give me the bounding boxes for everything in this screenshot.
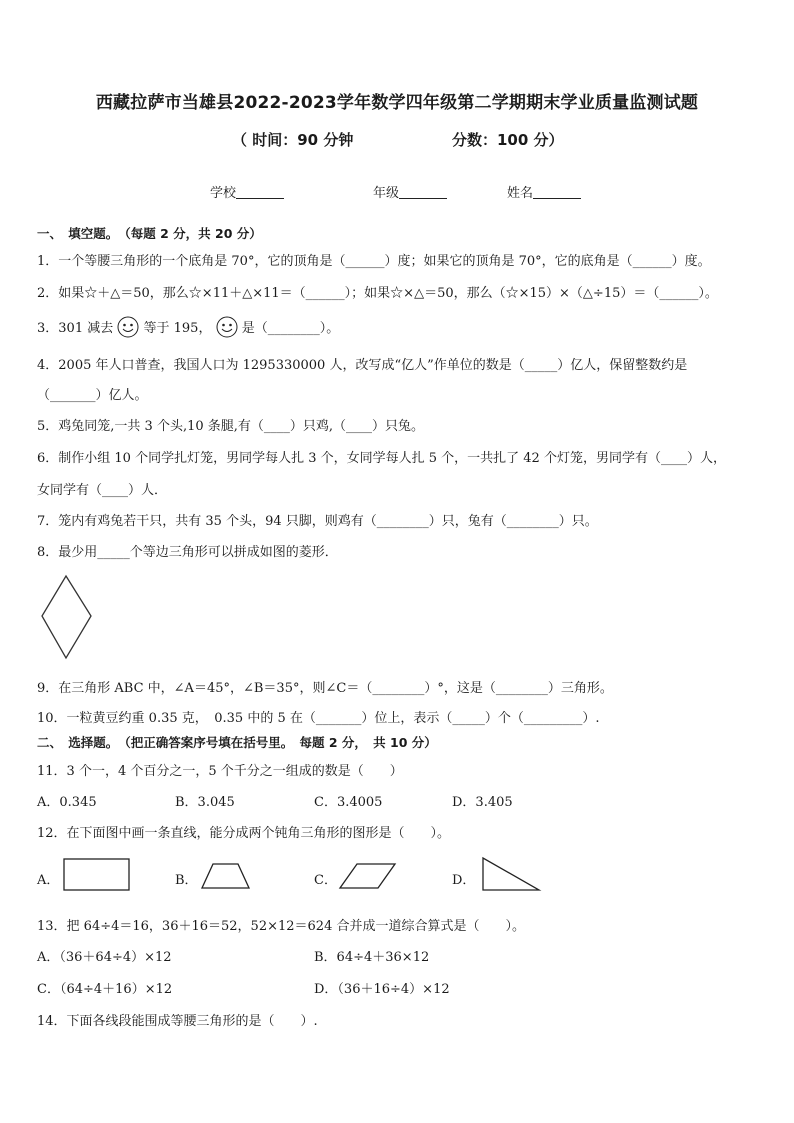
section-2-heading: 二、 选择题。 （把正确答案序号填在括号里。 每题 2 分， 共 10 分）: [37, 735, 437, 750]
name-blank[interactable]: [533, 186, 581, 199]
name-field: 姓名: [507, 182, 581, 201]
question-5: 5．鸡兔同笼,一共 3 个头,10 条腿,有（____）只鸡,（____）只兔。: [37, 419, 425, 434]
q11-option-b: B．3.045: [175, 795, 235, 810]
question-10: 10．一粒黄豆约重 0.35 克， 0.35 中的 5 在（_______）位上，表示（_____）个（_________）.: [37, 711, 600, 726]
q13-option-b: B．64÷4＋36×12: [314, 950, 430, 965]
school-field: 学校: [210, 182, 284, 201]
question-4-continued: （_______）亿人。: [37, 388, 148, 403]
rectangle-shape: [62, 857, 132, 893]
score-label: 分数：100 分）: [452, 131, 564, 149]
q13-option-a: A．（36＋64÷4）×12: [37, 950, 172, 965]
right-triangle-shape: [479, 856, 543, 894]
q11-option-d: D．3.405: [452, 795, 513, 810]
question-1: 1．一个等腰三角形的一个底角是 70°，它的顶角是（______）度；如果它的顶角是 70°，它的底角是（______）度。: [37, 254, 711, 269]
question-4: 4．2005 年人口普查，我国人口为 1295330000 人，改写成“亿人”作单位的数是（_____）亿人，保留整数约是: [37, 358, 688, 373]
q11-option-c: C．3.4005: [314, 795, 383, 810]
question-9: 9．在三角形 ABC 中，∠A＝45°，∠B＝35°，则∠C＝（________）°，这是（________）三角形。: [37, 681, 613, 696]
q12-option-d: D．: [452, 873, 476, 888]
smiley-icon: [117, 316, 139, 338]
question-13: 13．把 64÷4＝16，36＋16＝52，52×12＝624 合并成一道综合算式是（ ）。: [37, 919, 525, 934]
school-blank[interactable]: [236, 186, 284, 199]
question-14: 14．下面各线段能围成等腰三角形的是（ ）.: [37, 1014, 318, 1029]
page-title: 西藏拉萨市当雄县2022-2023学年数学四年级第二学期期末学业质量监测试题: [95, 93, 699, 113]
smiley-icon: [216, 316, 238, 338]
section-1-heading: 一、 填空题。 （每题 2 分，共 20 分）: [37, 226, 262, 241]
q13-option-d: D．（36＋16÷4）×12: [314, 982, 450, 997]
q12-option-a: A．: [37, 873, 60, 888]
parallelogram-shape: [338, 862, 398, 890]
question-6-continued: 女同学有（____）人．: [37, 483, 168, 498]
question-2: 2．如果☆＋△＝50，那么☆×11＋△×11＝（______）；如果☆×△＝50，那么（☆×15）×（△÷15）＝（______）。: [37, 286, 718, 301]
grade-blank[interactable]: [399, 186, 447, 199]
q11-option-a: A．0.345: [37, 795, 97, 810]
q13-option-c: C．（64÷4＋16）×12: [37, 982, 173, 997]
time-label: （ 时间：90 分钟: [232, 131, 354, 149]
q12-option-b: B．: [175, 873, 198, 888]
q12-option-c: C．: [314, 873, 337, 888]
question-6: 6．制作小组 10 个同学扎灯笼，男同学每人扎 3 个，女同学每人扎 5 个，一共扎了 42 个灯笼，男同学有（____）人，: [37, 451, 726, 466]
question-8: 8．最少用_____个等边三角形可以拼成如图的菱形．: [37, 545, 338, 560]
grade-field: 年级: [373, 182, 447, 201]
trapezoid-shape: [200, 862, 252, 890]
question-12: 12．在下面图中画一条直线，能分成两个钝角三角形的图形是（ ）。: [37, 826, 451, 841]
question-7: 7．笼内有鸡兔若干只，共有 35 个头，94 只脚，则鸡有（________）只，兔有（________）只。: [37, 514, 598, 529]
question-3: 3．301 减去 等于 195， 是（________）。: [37, 316, 339, 338]
question-11: 11．3 个一，4 个百分之一，5 个千分之一组成的数是（ ）: [37, 764, 403, 779]
rhombus-figure: [40, 574, 94, 660]
